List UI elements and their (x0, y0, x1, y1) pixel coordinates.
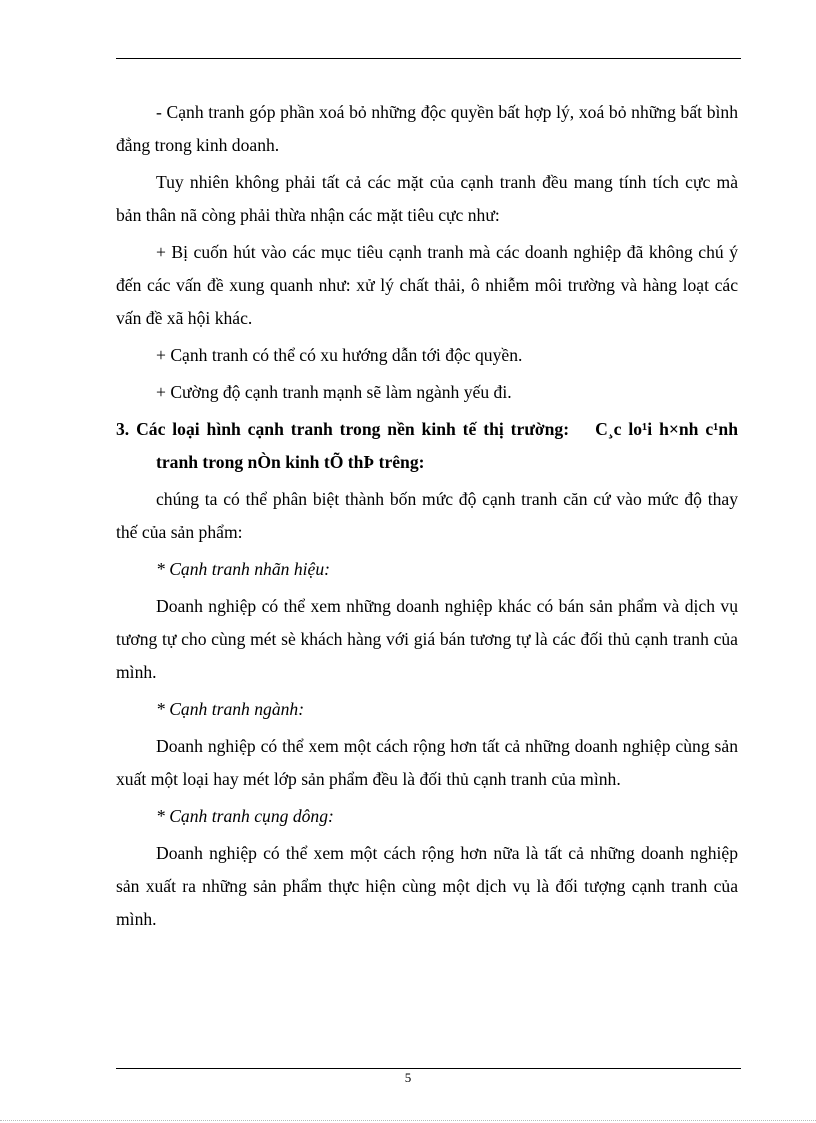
paragraph: + Cạnh tranh có thể có xu hướng dẫn tới độc quyền. (156, 345, 523, 365)
paragraph: - Cạnh tranh góp phần xoá bỏ những độc quyền bất hợp lý, xoá bỏ những bất bình đẳng trong kinh doanh. (116, 102, 738, 155)
page-boundary-dots (0, 1120, 816, 1121)
paragraph: + Cường độ cạnh tranh mạnh sẽ làm ngành yếu đi. (156, 382, 512, 402)
paragraph: Doanh nghiệp có thể xem một cách rộng hơn tất cả những doanh nghiệp cùng sản xuất một loại hay mét lớp sản phẩm đều là đối thủ cạnh tranh của mình. (116, 736, 738, 789)
paragraph: Doanh nghiệp có thể xem những doanh nghiệp khác có bán sản phẩm và dịch vụ tương tự cho cùng mét sè khách hàng với giá bán tương tự là các đối thủ cạnh tranh của mình. (116, 596, 738, 682)
section-heading-text: 3. Các loại hình cạnh tranh trong nền kinh tế thị trường: (116, 419, 570, 439)
header-rule (116, 58, 741, 59)
paragraph: + Bị cuốn hút vào các mục tiêu cạnh tranh mà các doanh nghiệp đã không chú ý đến các vấn đề xung quanh như: xử lý chất thải, ô nhiễm môi trường và hàng loạt các vấn đề xã hội khác. (116, 242, 738, 328)
footer-rule (116, 1068, 741, 1069)
section-heading (116, 413, 738, 479)
paragraph: chúng ta có thể phân biệt thành bốn mức độ cạnh tranh căn cứ vào mức độ thay thế của sản phẩm: (116, 489, 738, 542)
document-body (116, 96, 738, 940)
section-heading-garbled-text: C¸c lo¹i h×nh c¹nh tranh trong nÒn kinh tÕ thÞ trêng: (156, 419, 739, 472)
subheading: * Cạnh tranh nhãn hiệu: (156, 559, 330, 579)
page-number: 5 (404, 1070, 412, 1085)
paragraph: Doanh nghiệp có thể xem một cách rộng hơn nữa là tất cả những doanh nghiệp sản xuất ra những sản phẩm thực hiện cùng một dịch vụ là đối tượng cạnh tranh của mình. (116, 843, 738, 929)
subheading: * Cạnh tranh cụng dông: (156, 806, 334, 826)
subheading: * Cạnh tranh ngành: (156, 699, 305, 719)
paragraph: Tuy nhiên không phải tất cả các mặt của cạnh tranh đều mang tính tích cực mà bản thân nã còng phải thừa nhận các mặt tiêu cực như: (116, 172, 738, 225)
